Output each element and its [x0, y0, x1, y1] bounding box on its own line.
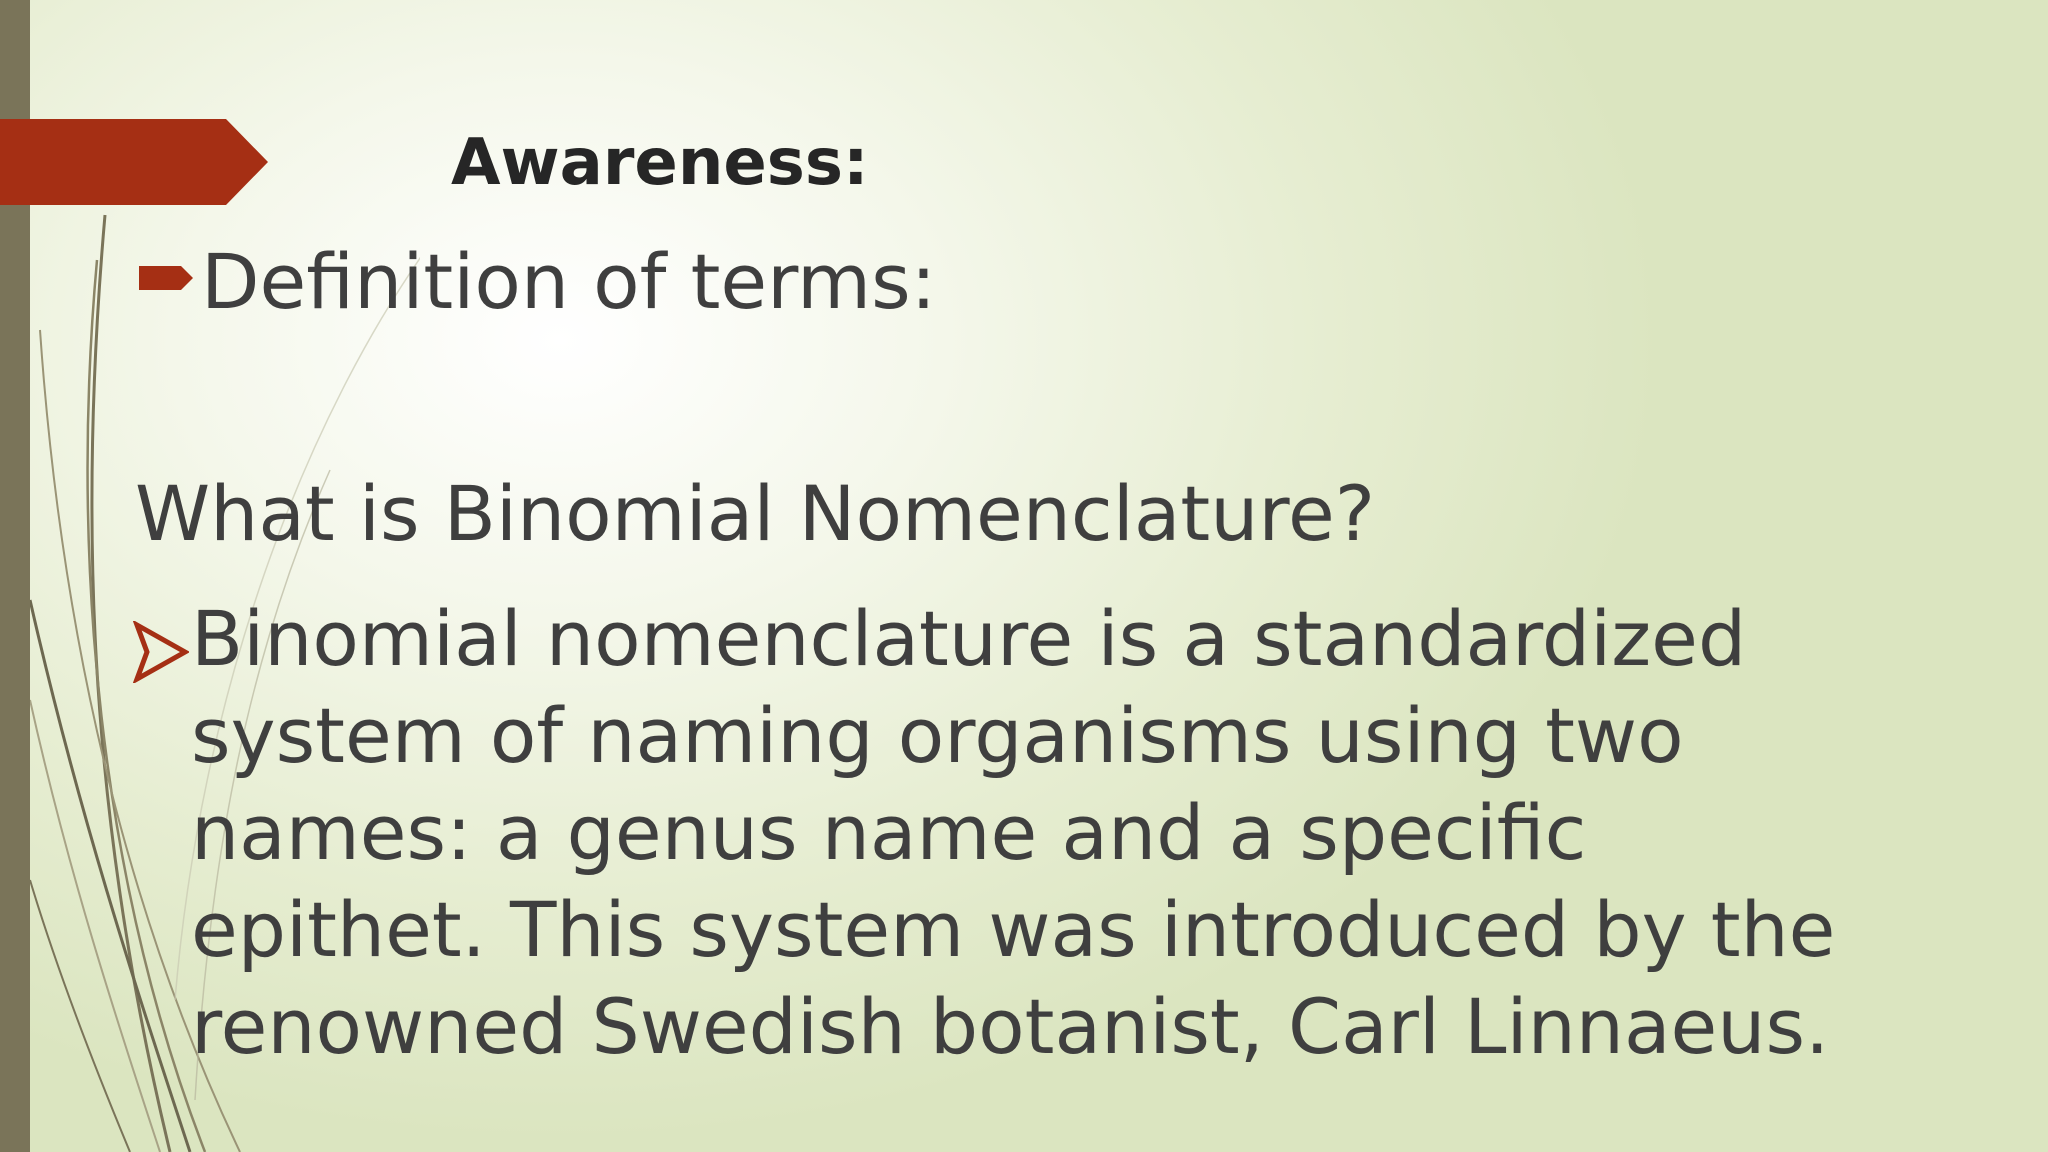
rectangle-arrow-bullet-icon	[137, 260, 195, 296]
slide-title: Awareness:	[451, 126, 869, 200]
chevron-bullet-icon	[133, 608, 189, 705]
paragraph-text: Binomial nomenclature is a standardized system of naming organisms using two names: a genus name and a specific epithet. This system was introduced by the renowned Swedish botanist, Carl Linnaeus.	[191, 594, 1836, 1071]
title-accent-arrow	[0, 119, 268, 205]
question-heading: What is Binomial Nomenclature?	[135, 469, 1376, 558]
definition-paragraph	[133, 590, 1893, 1075]
bullet-definition-of-terms	[137, 236, 936, 328]
bullet-text-definition: Definition of terms:	[201, 237, 937, 326]
